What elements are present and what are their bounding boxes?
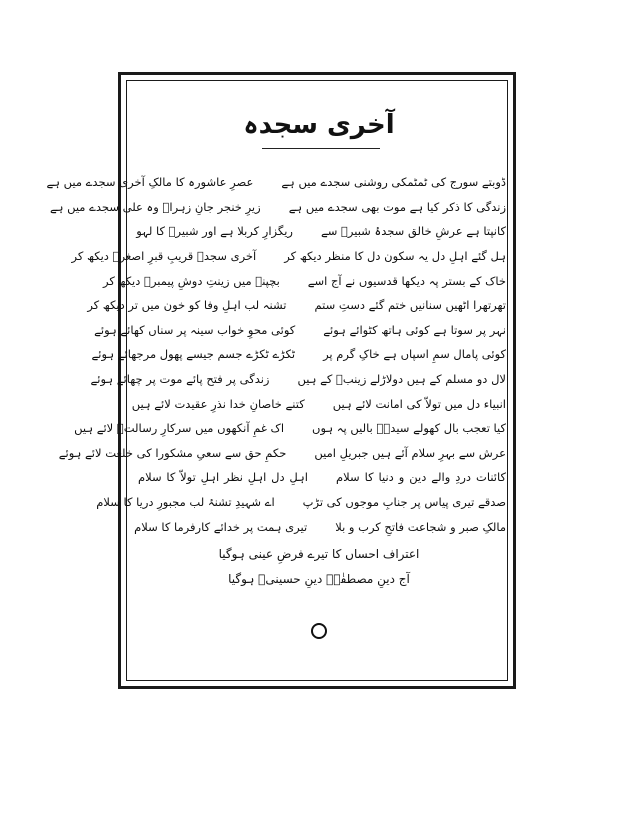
closing-verse: آج دینِ مصطفٰےؐ دینِ حسینیؑ ہوگیا — [228, 572, 410, 586]
couplet-list — [46, 170, 506, 539]
verse-left: کوئی محوِ خواب سینہ پر سناں کھائے ہوئے — [94, 322, 296, 337]
couplet-row — [134, 514, 506, 539]
couplet-row — [138, 219, 506, 244]
couplet-row — [90, 367, 506, 392]
verse-right: ڈوبتے سورج کی ٹمٹمکی روشنی سجدے میں ہے — [281, 175, 506, 190]
couplet-row — [46, 170, 506, 195]
verse-left: زندگی پر فتح پائے موت پر چھائے ہوئے — [90, 372, 270, 387]
couplet-row — [87, 293, 506, 318]
verse-right: لال دو مسلم کے ہیں دولاڑلے زینبؑ کے ہیں — [297, 372, 506, 387]
verse-right: کائنات دردِ والے دین و دنیا کا سلام — [336, 470, 506, 485]
couplet-row — [71, 244, 506, 269]
verse-left: ٹکڑے ٹکڑے جسم جیسے پھول مرجھائے ہوئے — [91, 347, 296, 362]
couplet-row — [131, 391, 506, 416]
verse-left: اہلِ دل اہلِ نظر اہلِ تولاّ کا سلام — [138, 470, 308, 485]
verse-left: ریگزارِ کربلا ہے اور شبیرؑ کا لہو — [136, 224, 293, 239]
couplet-row — [91, 342, 506, 367]
verse-left: عصرِ عاشورہ کا مالکِ آخری سجدے میں ہے — [46, 175, 254, 190]
verse-right: نہر پر سوتا ہے کوئی ہاتھ کٹوائے ہوئے — [323, 322, 506, 337]
verse-right: عرش سے بہرِ سلام آئے ہیں جبریلِ امیں — [314, 445, 506, 460]
title-underline — [262, 148, 380, 149]
verse-right: خاک کے بستر پہ دیکھا قدسیوں نے آج اسے — [307, 273, 506, 288]
verse-right: انبیاء دل میں تولاّ کی امانت لائے ہیں — [332, 396, 506, 411]
verse-left: حکمِ حق سے سعیِ مشکورا کی خلعت لائے ہوئے — [58, 445, 287, 460]
couplet-row — [102, 268, 506, 293]
verse-right: زندگی کا ذکر کیا ہے موت بھی سجدے میں ہے — [288, 199, 506, 214]
poem-title: آخری سجدہ — [243, 110, 395, 140]
couplet-row — [96, 490, 506, 515]
verse-right: صدقے تیری پیاس پر جنابِ موجوں کی تڑپ — [302, 495, 506, 510]
verse-left: اے شہیدِ تشنۂ لب مجبورِ دریا کا سلام — [96, 495, 275, 510]
couplet-row — [49, 195, 506, 220]
closing-verse: اعتراف احساں کا تیرے فرضِ عینی ہوگیا — [218, 547, 420, 561]
verse-left: کتنے خاصانِ خدا نذرِ عقیدت لائے ہیں — [131, 396, 305, 411]
verse-left: زیرِ خنجر جانِ زہراؑ وہ علی سجدے میں ہے — [49, 199, 261, 214]
verse-left: آخری سجدہ قریبِ قبرِ اصغرؑ دیکھ کر — [71, 249, 257, 264]
verse-right: کوئی پامال سمِ اسپاں ہے خاکِ گرم پر — [323, 347, 506, 362]
couplet-row — [58, 441, 506, 466]
verse-right: تھرتھرا اٹھیں سنانیں ختم گئے دستِ ستم — [314, 298, 506, 313]
verse-right: مالکِ صبر و شجاعت فاتحِ کرب و بلا — [335, 519, 506, 534]
end-circle-icon — [311, 623, 327, 639]
couplet-row — [138, 465, 506, 490]
verse-left: اک غمِ آنکھوں میں سرکارِ رسالتؐ لائے ہیں — [74, 421, 285, 436]
verse-right: کانپتا ہے عرشِ خالق سجدۂ شبیرؑ سے — [320, 224, 506, 239]
verse-right: کیا تعجب بال کھولے سیدہؑ بالیں پہ ہوں — [312, 421, 506, 436]
verse-left: بچپنے میں زینتِ دوشِ پیمبرؐ دیکھ کر — [102, 273, 280, 288]
verse-right: ہل گئے اہلِ دل یہ سکون دل کا منظر دیکھ کر — [284, 249, 506, 264]
couplet-row — [74, 416, 506, 441]
closing-couplet — [0, 542, 638, 592]
verse-left: تیری ہمت پر خدائے کارفرما کا سلام — [134, 519, 308, 534]
couplet-row — [94, 318, 506, 343]
verse-left: تشنہ لب اہلِ وفا کو خون میں تر دیکھ کر — [87, 298, 287, 313]
